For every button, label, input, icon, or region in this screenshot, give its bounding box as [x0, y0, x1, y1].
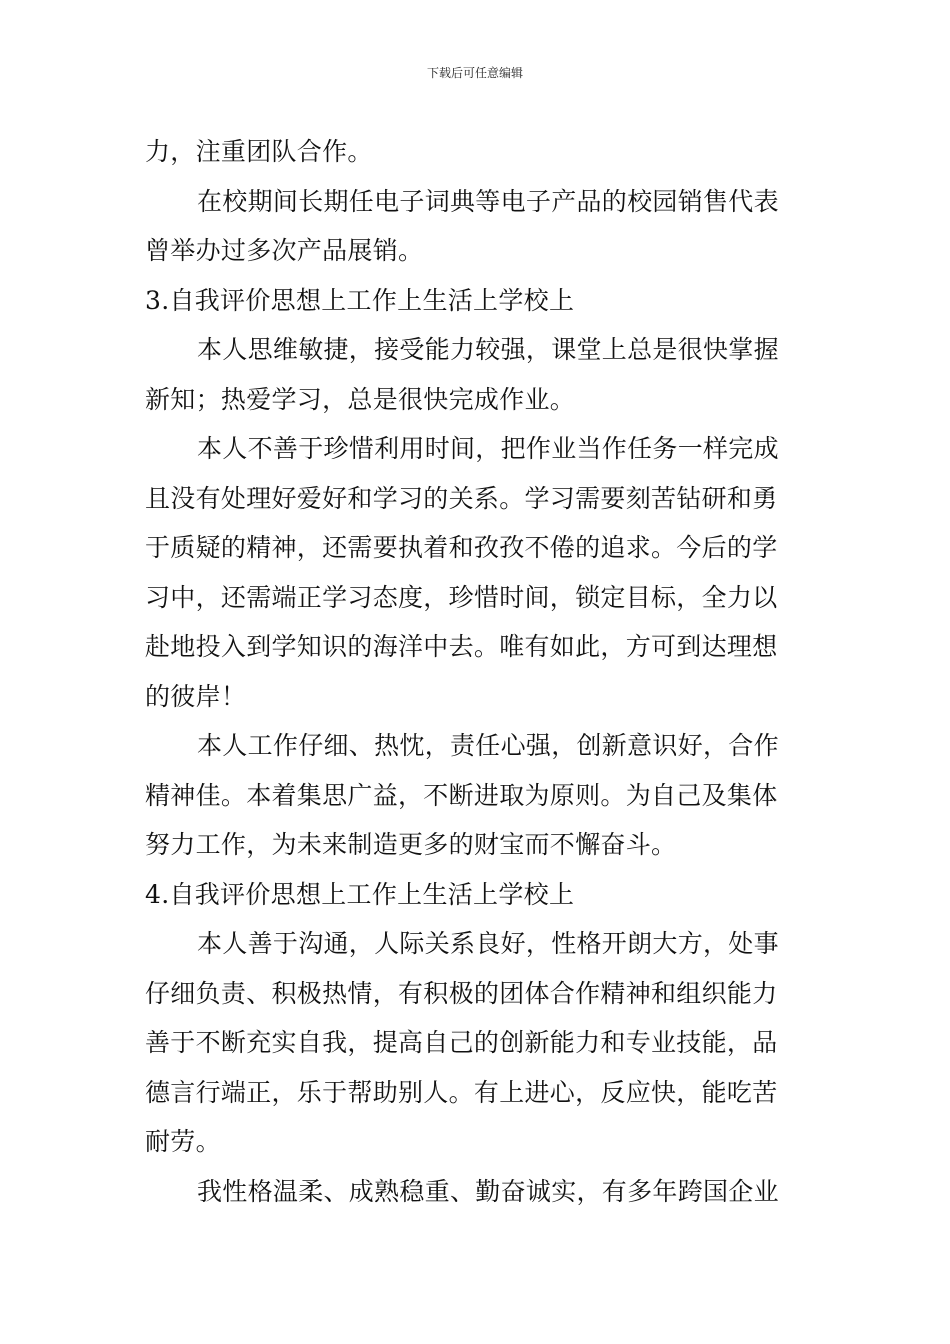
text-line: 仔细负责、积极热情，有积极的团体合作精神和组织能力: [145, 978, 778, 1008]
text-line: 本人思维敏捷，接受能力较强，课堂上总是很快掌握: [197, 335, 779, 364]
text-line: 于质疑的精神，还需要执着和孜孜不倦的追求。今后的学: [145, 533, 778, 562]
text-line: 本人善于沟通，人际关系良好，性格开朗大方，处事: [197, 929, 779, 958]
text-line: 本人不善于珍惜利用时间，把作业当作任务一样完成: [197, 434, 779, 463]
text-line: 的彼岸！: [145, 681, 247, 711]
text-line: 赴地投入到学知识的海洋中去。唯有如此，方可到达理想: [145, 632, 778, 661]
text-line: 精神佳。本着集思广益，不断进取为原则。为自己及集体: [145, 780, 778, 810]
text-line: 新知；热爱学习，总是很快完成作业。: [145, 384, 576, 414]
document-body: [145, 127, 815, 1216]
text-line: 本人工作仔细、热忱，责任心强，创新意识好，合作: [197, 731, 779, 760]
section-heading: 3.自我评价思想上工作上生活上学校上: [145, 285, 575, 315]
text-line: 且没有处理好爱好和学习的关系。学习需要刻苦钻研和勇: [145, 483, 778, 513]
page-header: 下载后可任意编辑: [426, 66, 523, 80]
text-line: 力，注重团队合作。: [145, 137, 373, 166]
text-line: 善于不断充实自我，提高自己的创新能力和专业技能，品: [145, 1028, 778, 1057]
text-line: 努力工作，为未来制造更多的财宝而不懈奋斗。: [145, 830, 677, 859]
text-line: 我性格温柔、成熟稳重、勤奋诚实，有多年跨国企业: [197, 1176, 779, 1206]
section-heading: 4.自我评价思想上工作上生活上学校上: [145, 879, 575, 909]
text-line: 德言行端正，乐于帮助别人。有上进心，反应快，能吃苦: [145, 1077, 778, 1107]
text-line: 曾举办过多次产品展销。: [145, 236, 424, 265]
text-line: 在校期间长期任电子词典等电子产品的校园销售代表: [197, 186, 779, 216]
text-line: 耐劳。: [145, 1127, 221, 1156]
text-line: 习中，还需端正学习态度，珍惜时间，锁定目标，全力以: [145, 582, 778, 612]
